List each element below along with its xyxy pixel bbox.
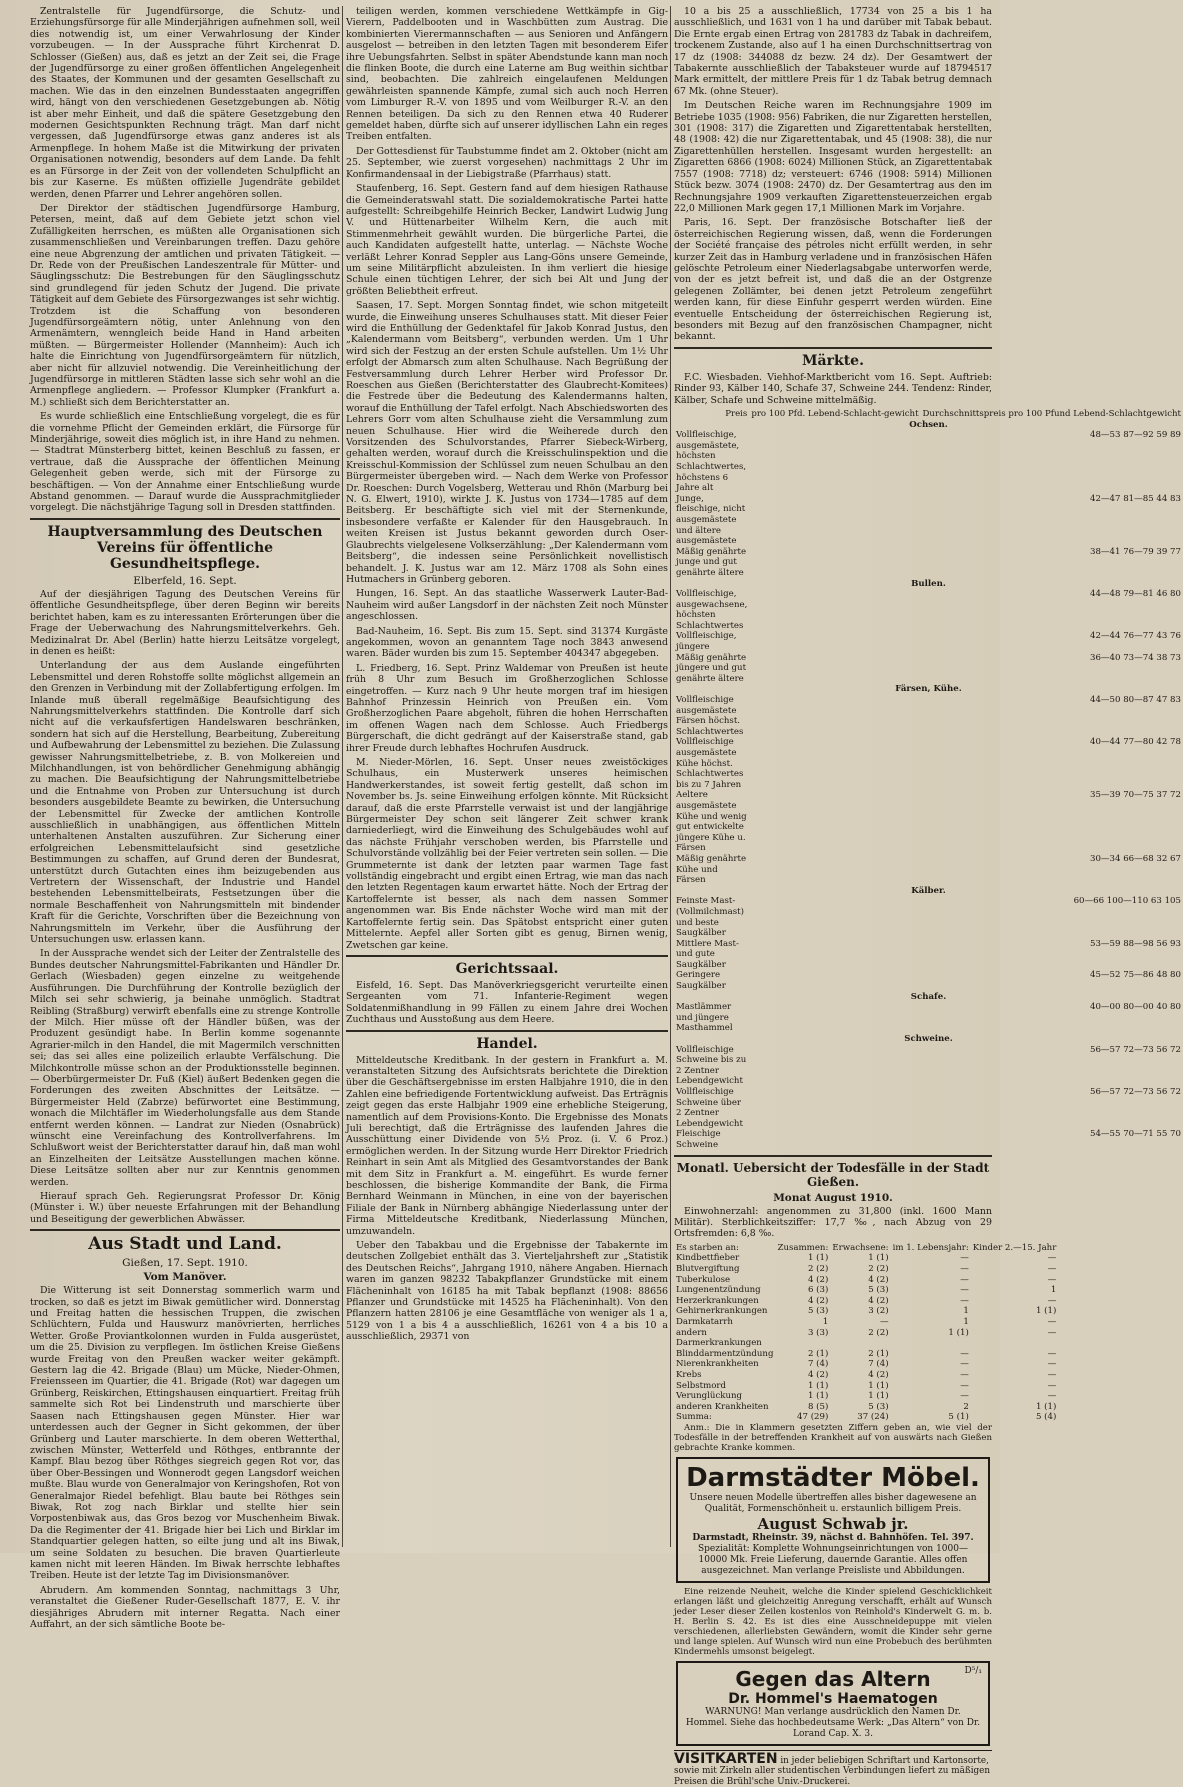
cause-of-death: Gehirnerkrankungen xyxy=(676,1306,768,1317)
market-category: Bullen. xyxy=(911,578,946,589)
table-cell: 7 (4) xyxy=(807,1359,829,1370)
table-row xyxy=(674,1045,1183,1087)
table-row xyxy=(674,1328,1058,1349)
market-category: Junge, fleischige, nicht ausgemästete und ältere ausgemästete xyxy=(676,493,746,547)
cause-of-death: Blutvergiftung xyxy=(676,1263,740,1274)
cause-of-death: Herzerkrankungen xyxy=(676,1295,759,1306)
table-cell: — xyxy=(1047,1380,1057,1391)
table-header: Zusammen: xyxy=(777,1242,829,1253)
market-prices: 38—41 76—79 39 77 xyxy=(1090,546,1181,557)
section-headline: Aus Stadt und Land. xyxy=(88,1234,282,1255)
market-category: Mastlämmer und jüngere Masthammel xyxy=(676,1002,733,1034)
market-prices: 44—50 80—87 47 83 xyxy=(1090,695,1181,706)
article-text: Mitteldeutsche Kreditbank. In der gestern in Frankfurt a. M. veranstalteten Sitzung des Aufsichtsrats berichtete die Direktion über die Geschäftsergebnisse im ersten Halbjahre 1910, die in den Zahlen eine befriedigende Fortentwicklung aufweist. Das Erträgnis zeigt gegen das erste Halbjahr 1909 eine erhebliche Steigerung, namentlich auf dem Provisions-Konto. Die Ergebnisse des Monats Juli berechtigt, daß die Erträgnisse des laufenden Jahres die Ausschüttung einer Dividende von 5½ Proz. (i. V. 6 Proz.) ermöglichen werden. In der Sitzung wurde Herr Direktor Friedrich Reinhart in sein Amt als Mitglied des Gesamtvorstandes der Bank mit dem Sitz in Frankfurt a. M. eingeführt. Es wurde ferner beschlossen, die bisherige Kommandite der Bank, die Firma Bernhard Weinmann in München, in eine von der bayerischen Filiale der Bank in Nürnberg abhängige Niederlassung unter der Firma Mitteldeutsche Kreditbank, Niederlassung München, umzuwandeln. xyxy=(346,1054,668,1237)
market-category: Feinste Mast- (Vollmilchmast) und beste Saugkälber xyxy=(676,896,744,939)
market-category: Vollfleischige Schweine über 2 Zentner Lebendgewicht xyxy=(676,1087,743,1129)
advert-company: August Schwab jr. xyxy=(757,1514,909,1533)
table-row xyxy=(674,1381,1058,1392)
table-header: Erwachsene: xyxy=(832,1242,889,1253)
table-cell: 4 (2) xyxy=(868,1369,889,1380)
death-intro: Einwohnerzahl: angenommen zu 31,800 (inkl. 1600 Mann Militär). Sterblichkeitsziffer: 17,7 ‰, nach Abzug von 29 Ortsfremden: 6,8 ‰. xyxy=(674,1205,992,1240)
table-cell: — xyxy=(1047,1359,1057,1370)
table-cell: 2 (2) xyxy=(868,1263,889,1274)
section-rule xyxy=(30,518,340,520)
advert-novelty: Eine reizende Neuheit, welche die Kinder spielend Geschicklichkeit erlangen läßt und gleichzeitig Anregung verschafft, erhält auf Wunsch jeder Leser dieser Zeilen kostenlos von Reinhold's Kinderwelt G. m. b. H. Berlin S. 42. Es ist dies eine Ausschneidepuppe mit vielen verschiedenen, allerliebsten Gewändern, womit die Kinder sehr gerne und lange spielen. Auf Wunsch wird nun eine Probebuch des berühmten Kindermehls umsonst beigelegt. xyxy=(674,1586,992,1657)
article-text: Hungen, 16. Sept. An das staatliche Wasserwerk Lauter-Bad-Nauheim wird außer Langsdorf in der nächsten Zeit noch Münster angeschlossen. xyxy=(346,588,668,623)
table-cell: 47 (29) xyxy=(797,1412,829,1423)
column-rule xyxy=(342,6,343,1547)
table-cell: 5 (3) xyxy=(868,1285,889,1296)
advert-text: Unsere neuen Modelle übertreffen alles bisher dagewesene an Qualität, Formenschönheit u. erstaunlich billigem Preis. xyxy=(689,1492,977,1514)
article-text: Im Deutschen Reiche waren im Rechnungsjahre 1909 im Betriebe 1035 (1908: 956) Fabriken, die nur Zigaretten herstellen, 301 (1908: 317) die Zigaretten und Zigarettentabak herstellten, 48 (1908: 42) die nur Zigarettentabak, und 45 (1908: 38), die nur Zigarettenhüllen herstellen. Insgesamt wurden hergestellt: an Zigaretten 6866 (1908: 6024) Millionen Stück, an Zigarettentabak 7557 (1908: 7718) dz; versteuert: 6746 (1908: 5914) Millionen Stück bezw. 3074 (1908: 2470) dz. Der Gesamtertrag aus den im Rechnungsjahre 1909 verkauften Zigarettensteuerzeichen ergab 22,0 Millionen Mark gegen 17,1 Millionen Mark im Vorjahre. xyxy=(674,100,993,214)
article-text: Es wurde schließlich eine Entschließung vorgelegt, die es für die vornehme Pflicht der Gemeinden erklärt, die Fürsorge für Minderjährige, soweit dies möglich ist, in ihre Hand zu nehmen. — Stadtrat Münsterberg bittet, keinen Beschluß zu fassen, er vertraue, daß die Aussprache der öffentlichen Meinung Gelegenheit geben werde, sich mit der Fürsorge zu beschäftigen. — Von der Annahme einer Entschließung wurde Abstand genommen. — Darauf wurde die Aussprachmitglieder vorgelegt. Die nächstjährige Tagung soll in Dresden stattfinden. xyxy=(30,411,340,514)
table-row xyxy=(674,886,1183,897)
table-row xyxy=(674,579,1183,590)
table-row xyxy=(674,737,1183,790)
section-rule xyxy=(674,347,992,349)
cause-of-death: Lungenentzündung xyxy=(676,1285,761,1296)
table-row xyxy=(674,430,1183,494)
market-category: Ochsen. xyxy=(909,419,948,430)
table-cell: — xyxy=(960,1369,969,1380)
market-table xyxy=(674,409,1183,1151)
market-prices: 36—40 73—74 38 73 xyxy=(1090,652,1181,663)
cause-of-death: Darmkatarrh xyxy=(676,1316,733,1327)
market-prices: 45—52 75—86 48 80 xyxy=(1090,970,1181,981)
market-prices: 48—53 87—92 59 89 xyxy=(1090,430,1181,441)
table-row xyxy=(674,1275,1058,1286)
table-row xyxy=(674,896,1183,938)
market-category: Schafe. xyxy=(910,991,947,1002)
table-row xyxy=(674,695,1183,737)
table-cell: 1 xyxy=(1050,1285,1057,1296)
table-cell: 1 (1) xyxy=(948,1327,969,1338)
table-row xyxy=(674,1296,1058,1307)
article-text: 10 a bis 25 a ausschließlich, 17734 von 25 a bis 1 ha ausschließlich, und 1631 von 1 ha und darüber mit Tabak bebaut. Die Ernte ergab einen Ertrag von 281783 dz Tabak in dachreifem, trockenem Zustande, also auf 1 ha einen Durchschnittsertrag von 17 dz (1908: 344088 dz bezw. 24 dz). Der Gesamtwert der Tabakernte ausschließlich der Tabaksteuer wurde auf 18794517 Mark ermittelt, der mittlere Preis für 1 dz Tabak betrug demnach 67 Mk. (ohne Steuer). xyxy=(674,6,992,97)
table-cell: 2 (1) xyxy=(807,1348,829,1359)
cause-of-death: andern Darmerkrankungen xyxy=(676,1327,762,1349)
advert-text: WARNUNG! Man verlange ausdrücklich den Namen Dr. Hommel. Siehe das hochbedeutsame Werk: „Das Altern“ von Dr. Lorand Cap. X. 3. xyxy=(685,1706,981,1739)
table-row xyxy=(674,653,1183,685)
section-headline: Monatl. Uebersicht der Todesfälle in der Stadt Gießen. xyxy=(676,1160,990,1189)
table-row xyxy=(674,790,1183,854)
market-prices: 60—66 100—110 63 105 xyxy=(1073,896,1181,907)
subheading: Monat August 1910. xyxy=(773,1191,893,1204)
cause-of-death: Verunglückung xyxy=(676,1391,743,1402)
table-row xyxy=(674,1306,1058,1317)
column-1 xyxy=(30,6,340,1630)
table-cell: 1 (1) xyxy=(868,1391,889,1402)
table-row xyxy=(674,970,1183,991)
table-row xyxy=(674,1034,1183,1045)
cause-of-death: Tuberkulose xyxy=(676,1274,731,1285)
cause-of-death: Krebs xyxy=(676,1369,702,1380)
market-category: Vollfleischige Schweine bis zu 2 Zentner Lebendgewicht xyxy=(676,1044,747,1087)
market-category: Vollfleischige ausgemästete Kühe höchst. Schlachtwertes bis zu 7 Jahren xyxy=(676,737,744,790)
cause-of-death: anderen Krankheiten xyxy=(676,1401,769,1412)
table-cell: — xyxy=(1047,1295,1057,1306)
table-row xyxy=(674,1317,1058,1328)
market-category: Fleischige Schweine xyxy=(676,1129,721,1150)
article-text: L. Friedberg, 16. Sept. Prinz Waldemar von Preußen ist heute früh 8 Uhr zum Besuch im Großherzoglichen Schlosse eingetroffen. — Kurz nach 9 Uhr heute morgen traf im hiesigen Bahnhof Prinzessin Heinrich von Preußen ein. Vom Großherzoglichen Paare abgeholt, führen die hohen Herrschaften im offenen Wagen nach dem Schlosse. Auch Friedbergs Bürgerschaft, die dicht gedrängt auf der Kaiserstraße stand, gab ihrer Freude durch lebhaftes Hochrufen Ausdruck. xyxy=(346,662,668,754)
table-cell: 8 (5) xyxy=(807,1401,829,1412)
dateline: Elberfeld, 16. Sept. xyxy=(133,574,237,587)
market-prices: 54—55 70—71 55 70 xyxy=(1090,1129,1181,1140)
section-headline: Handel. xyxy=(476,1035,538,1052)
table-row xyxy=(674,1129,1183,1150)
article-text: Staufenberg, 16. Sept. Gestern fand auf dem hiesigen Rathause die Gemeinderatswahl statt. Die sozialdemokratische Partei hatte aufgestellt: Schreibgehilfe Heinrich Becker, Landwirt Ludwig Jung V. und Hüttenarbeiter Wilhelm Kern, die auch mit Stimmenmehrheit gewählt wurden. Die bürgerliche Partei, die auch Kandidaten aufgestellt hatte, unterlag. — Nächste Woche verläßt Lehrer Konrad Seppler aus Lang-Göns unsere Gemeinde, um seine Militärpflicht abzuleisten. In ihm verliert die hiesige Schule einen tüchtigen Lehrer, der sich bei Alt und Jung der größten Beliebtheit erfreut. xyxy=(346,183,668,297)
table-cell: 4 (2) xyxy=(807,1369,829,1380)
table-cell: 1 (1) xyxy=(807,1380,829,1391)
table-cell: 6 (3) xyxy=(807,1285,829,1296)
article-text: Der Gottesdienst für Taubstumme findet am 2. Oktober (nicht am 25. September, wie zuerst vorgesehen) nachmittags 2 Uhr im Konfirmandensaal in der Liebigstraße (Pfarrhaus) statt. xyxy=(346,145,668,180)
section-rule xyxy=(346,1030,668,1032)
table-cell: 1 (1) xyxy=(868,1253,889,1264)
table-row xyxy=(674,1370,1058,1381)
death-note: Anm.: Die in Klammern gesetzten Ziffern geben an, wie viel der Todesfälle in der betreffenden Krankheit auf von auswärts nach Gießen gebrachte Kranke kommen. xyxy=(674,1422,992,1453)
table-row xyxy=(674,1002,1183,1034)
cause-of-death: Kindbettfieber xyxy=(676,1253,740,1264)
article-text: Saasen, 17. Sept. Morgen Sonntag findet, wie schon mitgeteilt wurde, die Einweihung unseres Schulhauses statt. Mit dieser Feier wird die Enthüllung der Gedenktafel für Jakob Konrad Justus, den „Kalendermann vom Beitsberg“, verbunden werden. Um 1 Uhr wird sich der Festzug an der ersten Schule aufstellen. Um 1½ Uhr erfolgt der Abmarsch zum alten Schulhause. Nach Begrüßung der Festversammlung durch Lehrer Herber wird Professor Dr. Roeschen aus Gießen (Berichterstatter des Glaubrecht-Komitees) die Festrede über die Bedeutung des Kalendermanns halten, worauf die Enthüllung der Tafel erfolgt. Nach Abschiedsworten des Lehrers Gorr vom alten Schulhause zieht die Versammlung zum neuen Schulhause. Hier wird die Weiherede durch den Vorsitzenden des Schulvorstandes, Pfarrer Siebeck-Wirberg, gehalten werden, worauf durch die Kreisschulinspektion und die Kreisschul-Kommission der Schlüssel zum neuen Schulbau an den Bürgermeister übergeben wird. — Nach dem Werke von Professor Dr. Roeschen: Durch Vogelsberg, Wetterau und Rhön (Marburg bei N. G. Elwert, 1910), wirkte J. K. Justus von 1734—1785 auf dem Beitsberg. Er beschäftigte sich viel mit der Sternenkunde, insbesondere verfaßte er Kalender für den Hausgebrauch. In weiten Kreisen ist Justus bekannt geworden durch Oser-Glaubrechts vielgelesene Volkserzählung: „Der Kalendermann vom Beitsberg“, die indessen seine Persönlichkeit novellistisch behandelt. J. K. Justus war am 12. März 1708 als Sohn eines Hutmachers in Grünberg geboren. xyxy=(346,300,668,585)
table-row xyxy=(674,547,1183,579)
table-cell: 4 (2) xyxy=(807,1295,829,1306)
table-cell: 4 (2) xyxy=(807,1274,829,1285)
column-3 xyxy=(674,6,1181,1787)
death-table xyxy=(674,1243,1058,1423)
advert-product: Dr. Hommel's Haematogen xyxy=(728,1690,938,1707)
table-row xyxy=(674,1087,1183,1129)
table-header: Es starben an: xyxy=(676,1242,739,1253)
table-cell: 37 (24) xyxy=(857,1412,889,1423)
market-prices: 42—47 81—85 44 83 xyxy=(1090,493,1181,504)
market-prices: 42—44 76—77 43 76 xyxy=(1090,631,1181,642)
article-text: Eisfeld, 16. Sept. Das Manöverkriegsgericht verurteilte einen Sergeanten vom 71. Infanterie-Regiment wegen Soldatenmißhandlung in 99 Fällen zu einem Jahre drei Wochen Zuchthaus und Ausstoßung aus dem Heere. xyxy=(346,979,668,1026)
market-category: Geringere Saugkälber xyxy=(676,970,726,992)
table-cell: — xyxy=(960,1359,969,1370)
market-category: Vollfleischige, jüngere xyxy=(676,631,737,653)
market-prices: 56—57 72—73 56 72 xyxy=(1090,1087,1181,1097)
table-header: Kinder 2.—15. Jahr xyxy=(972,1242,1057,1253)
table-cell: 1 (1) xyxy=(1035,1306,1057,1317)
table-cell: 1 xyxy=(822,1316,829,1327)
table-header: Durchschnittspreis pro 100 Pfund Lebend-Schlachtgewicht xyxy=(922,409,1181,419)
article-text: Zentralstelle für Jugendfürsorge, die Schutz- und Erziehungsfürsorge für alle Minderjährigen aufnehmen soll, weil dies notwendig ist, um einer Verwahrlosung der Kinder vorzubeugen. — In der Aussprache führt Kirchenrat D. Schlosser (Gießen) aus, daß es jetzt an der Zeit sei, die Frage der Jugendfürsorge zu einer großen öffentlichen Angelegenheit des Staates, der Kommunen und der gesamten Gesellschaft zu machen. Wie das in den einzelnen Bundesstaaten angegriffen wird, hängt von den verschiedenen Gesetzgebungen ab. Nötig ist aber mehr Einheit, und daß die spätere Gesetzgebung den modernen Gesichtspunkten Rechnung trägt. Man darf nicht vergessen, daß Jugendfürsorge etwas ganz anderes ist als Armenpflege. In hohem Maße ist die Mitwirkung der privaten Organisationen notwendig, besonders auf dem Lande. Da fehlt es an Fürsorge in der Zeit von der vollendeten Schulpflicht an bis zur Kaserne. Es müßten offizielle Jugendräte gebildet werden, denen Pfarrer und Lehrer angehören sollen. xyxy=(30,6,340,200)
table-cell: 1 xyxy=(963,1316,969,1327)
table-cell: 1 (1) xyxy=(1035,1401,1057,1412)
table-header-row xyxy=(674,1243,1058,1254)
advert-haematogen xyxy=(676,1661,990,1746)
advert-title: VISITKARTEN xyxy=(674,1750,778,1767)
article-text: Der Direktor der städtischen Jugendfürsorge Hamburg, Petersen, meint, daß auf dem Gebiete jetzt schon viel Zufälligkeiten herrschen, es müßten alle Organisationen sich zusammenschließen und Vereinbarungen treffen. Dazu gehöre eine neue Abgrenzung der amtlichen und privaten Tätigkeit. — Dr. Rede von der Preußischen Landeszentrale für Mütter- und Säuglingsschutz: Die Bestrebungen für den Säuglingsschutz sind grundlegend für jeden Schutz der Jugend. Die private Tätigkeit auf dem Gebiete des Fürsorgezwanges ist sehr wichtig. Trotzdem ist die Schaffung von besonderen Jugendfürsorgeämtern nötig, unter Anlehnung von den Armenämtern, wenngleich beide Hand in Hand arbeiten müßten. — Bürgermeister Hollender (Mannheim): Auch ich halte die Einrichtung von Jugendfürsorgeämtern für nützlich, aber nicht für allzuviel notwendig. Die Vereinheitlichung der Jugendfürsorge in mittleren Städten lasse sich sehr wohl an die Armenpflege angliedern. — Professor Klumpker (Frankfurt a. M.) schließt sich dem Berichterstatter an. xyxy=(30,202,340,408)
market-category: Mäßig genährte jüngere und gut genährte ältere xyxy=(676,652,747,684)
table-cell: — xyxy=(879,1316,889,1327)
table-cell: 7 (4) xyxy=(868,1359,889,1370)
market-prices: 53—59 88—98 56 93 xyxy=(1090,938,1181,949)
section-headline: Gerichtssaal. xyxy=(455,960,559,977)
dateline: Gießen, 17. Sept. 1910. xyxy=(122,1257,248,1270)
advert-visitkarten xyxy=(674,1750,992,1787)
advert-title: Gegen das Altern xyxy=(735,1666,931,1691)
table-row xyxy=(674,1285,1058,1296)
table-row xyxy=(674,1253,1058,1264)
table-cell: 2 (2) xyxy=(807,1263,829,1274)
table-cell: — xyxy=(960,1274,969,1285)
table-cell: — xyxy=(1047,1391,1057,1402)
article-text: Abrudern. Am kommenden Sonntag, nachmittags 3 Uhr, veranstaltet die Gießener Ruder-Gesellschaft 1877, E. V. ihr diesjähriges Abrudern mit interner Regatta. Nach einer Auffahrt, an der sich sämtliche Boote be- xyxy=(30,1584,340,1630)
table-row xyxy=(674,1391,1058,1402)
table-cell: — xyxy=(1047,1369,1057,1380)
table-cell: — xyxy=(960,1295,969,1306)
advert-title: Darmstädter Möbel. xyxy=(686,1462,980,1493)
market-prices: 44—48 79—81 46 80 xyxy=(1090,589,1181,600)
table-row xyxy=(674,589,1183,631)
table-cell: 2 (2) xyxy=(868,1327,889,1338)
article-text: teiligen werden, kommen verschiedene Wettkämpfe in Gig-Vierern, Paddelbooten und in Waschbütten zum Austrag. Die kombinierten Vierermannschaften — aus Senioren und Anfängern ausgelost — betreiben in den letzten Tagen mit besonderem Eifer ihre Uebungsfahrten. Selbst in später Abendstunde kann man noch die flinken Boote, die durch eine Laterne am Bug weithin sichtbar sind, beobachten. Die zahlreich eingelaufenen Meldungen gewährleisten spannende Kämpfe, zumal sich auch noch Herren vom Limburger R.-V. von 1895 und vom Weilburger R.-V. an den Rennen beteiligen. Da sich zu den Rennen etwa 40 Ruderer gemeldet haben, dürfte sich auf unserer idyllischen Lahn ein reges Treiben entfalten. xyxy=(346,6,668,143)
market-category: Kälber. xyxy=(911,885,946,896)
table-cell: — xyxy=(1047,1263,1057,1274)
table-cell: 3 (2) xyxy=(868,1306,889,1317)
table-cell: — xyxy=(960,1348,969,1359)
advert-text: in jeder beliebigen Schriftart und Kartonsorte, sowie mit Zirkeln aller studentischen Verbindungen liefert zu mäßigen Preisen die Brühl'sche Univ.-Druckerei. xyxy=(674,1755,991,1787)
market-prices: 40—00 80—00 40 80 xyxy=(1090,1002,1181,1013)
table-row xyxy=(674,992,1183,1003)
market-category: Vollfleischige ausgemästete Färsen höchst. Schlachtwertes xyxy=(676,695,744,737)
table-cell: — xyxy=(1047,1253,1057,1264)
market-category: Vollfleischige, ausgemästete, höchsten Schlachtwertes, höchstens 6 Jahre alt xyxy=(676,430,747,494)
article-text: Unterlandung der aus dem Auslande eingeführten Lebensmittel und deren Rohstoffe sollte möglichst allgemein an den Grenzen in Verbindung mit der Zollabfertigung erfolgen. Im Inlande muß überall regelmäßige Beaufsichtigung des Nahrungsmittelverkehrs stattfinden. Die Kontrolle darf sich nicht auf die verkaufsfertigen Handelswaren beschränken, sondern hat sich auf die Herstellung, Bearbeitung, Zubereitung und Aufbewahrung der Lebensmittel zu beziehen. Die Zulassung gewisser Nahrungsmittelbetriebe, z. B. von Molkereien und Milchhandlungen, ist von behördlicher Genehmigung abhängig zu machen. Die Beaufsichtigung der Nahrungsmittelbetriebe und die Entnahme von Proben zur Untersuchung ist durch besonders ausgebildete Beamte zu bewirken, die Untersuchung der Lebensmittel für Zwecke der amtlichen Kontrolle ausschließlich in unabhängigen, aus öffentlichen Mitteln unterhaltenen Anstalten auszuführen. Zur Sicherung einer erfolgreichen Lebensmittelaufsicht sind gesetzliche Bestimmungen zu schaffen, auf Grund deren der Bundesrat, unterstützt durch Gutachten eines ihm beizugebenden aus Vertretern der Wissenschaft, der Industrie und Handel bestehenden Lebensmittelbeirats, Festsetzungen über die normale Beschaffenheit von Nahrungsmitteln mit bindender Kraft für die Gerichte, Vorschriften über die Bezeichnung von Nahrungsmitteln im Verkehr, über die Ausführung der Untersuchungen usw. erlassen kann. xyxy=(30,660,340,946)
table-cell: — xyxy=(960,1391,969,1402)
section-headline: Märkte. xyxy=(802,352,864,369)
market-category: Aeltere ausgemästete Kühe und wenig gut entwickelte jüngere Kühe u. Färsen xyxy=(676,790,747,854)
table-row xyxy=(674,1264,1058,1275)
table-row xyxy=(674,420,1183,431)
article-text: M. Nieder-Mörlen, 16. Sept. Unser neues zweistöckiges Schulhaus, ein Musterwerk unseres heimischen Handwerkerstandes, ist soweit fertig gestellt, daß schon im November bs. Js. seine Einweihung erfolgen könnte. Mit Rücksicht darauf, daß die erste Pfarrstelle verwaist ist und der langjährige Bürgermeister Dey schon seit längerer Zeit schwer krank darniederliegt, wird die Einweihung des Schulgebäudes wohl auf das nächste Frühjahr verschoben werden, bis Pfarrstelle und Schulvorstände vollzählig bei der Feier vertreten sein sollen. — Die Grummeternte ist dank der letzten paar warmen Tage fast vollständig eingebracht und ergibt einen Ertrag, wie man das nach den letzten Regentagen kaum erwartet hätte. Noch der Ertrag der Kartoffelernte ist besser, als nach dem nassen Sommer angenommen war. Bis Ende nächster Woche wird man mit der Kartoffelernte fertig sein. Das Spätobst entspricht einer guten Mittelernte. Aepfel aller Sorten gibt es genug, Birnen wenig, Zwetschen gar keine. xyxy=(346,757,668,951)
section-rule xyxy=(674,1155,992,1157)
table-cell: 3 (3) xyxy=(807,1327,829,1338)
market-prices: 30—34 66—68 32 67 xyxy=(1090,853,1181,864)
advert-specialty: Spezialität: Komplette Wohnungseinrichtungen von 1000—10000 Mk. Freie Lieferung, dauernde Garantie. Alles offen ausgezeichnet. Man verlange Preisliste und Abbildungen. xyxy=(698,1543,968,1576)
table-cell: — xyxy=(1047,1327,1057,1338)
table-cell: 2 (1) xyxy=(868,1348,889,1359)
headline: Hauptversammlung des Deutschen Vereins für öffentliche Gesundheitspflege. xyxy=(47,523,323,572)
cause-of-death: Summa: xyxy=(676,1412,712,1423)
table-row xyxy=(674,1349,1058,1360)
table-cell: 5 (4) xyxy=(1035,1412,1057,1423)
table-cell: 5 (1) xyxy=(948,1412,969,1423)
subheading: Vom Manöver. xyxy=(143,1271,227,1284)
table-cell: 4 (2) xyxy=(868,1295,889,1306)
column-2 xyxy=(346,6,668,1547)
table-cell: 5 (3) xyxy=(868,1401,889,1412)
table-row xyxy=(674,939,1183,971)
advert-code: D⁵/₁ xyxy=(964,1665,982,1676)
table-cell: 4 (2) xyxy=(868,1274,889,1285)
table-cell: — xyxy=(1047,1316,1057,1327)
market-intro: F.C. Wiesbaden. Viehhof-Marktbericht vom 16. Sept. Auftrieb: Rinder 93, Kälber 140, Schafe 37, Schweine 244. Tendenz: Rinder, Kälber, Schafe und Schweine mittelmäßig. xyxy=(674,371,992,406)
table-cell: — xyxy=(960,1285,969,1296)
article-text: Bad-Nauheim, 16. Sept. Bis zum 15. Sept. sind 31374 Kurgäste angekommen, wovon an genanntem Tage noch 3843 anwesend waren. Bäder wurden bis zum 15. September 404347 abgegeben. xyxy=(346,625,668,660)
advert-address: Darmstadt, Rheinstr. 39, nächst d. Bahnhöfen. Tel. 397. xyxy=(692,1532,974,1543)
table-cell: — xyxy=(1047,1348,1057,1359)
section-rule xyxy=(30,1229,340,1231)
article-text: Die Witterung ist seit Donnerstag sommerlich warm und trocken, so daß es jetzt im Biwak gemütlicher wird. Donnerstag und Freitag hatten die hessischen Truppen, die zwischen Schlüchtern, Fulda und Hauswurz manövrierten, herrliches Wetter. Große Proviantkolonnen wurden in Fulda ausgerüstet, um die 25. Division zu verpflegen. Im östlichen Kreise Gießens wurde Freitag von den Preußen wacker weiter gekämpft. Gestern lag die 42. Brigade (Blau) um Mücke, Nieder-Ohmen, Freiensseen im Quartier, die 41. Brigade (Rot) war dagegen um Grünberg, Reiskirchen, Ettingshausen einquartiert. Freitag früh sammelte sich Rot bei Lindenstruth und marschierte über Saasen nach Ettingshausen gegen Münster. Hier war unterdessen auch der Gegner in Sicht gekommen, der über Grünberg und Lauter marschierte. In dem oberen Wetterthal, zwischen Münster, Wetterfeld und Röthges, entbrannte der Kampf. Blau bezog über Röthges siegreich gegen Rot vor, das über Ober-Bessingen und Wonnerodt gegen Langsdorf weichen mußte. Blau wurde von Generalmajor von Keringshofen, Rot von Generalmajor Riedel befehligt. Blau baute bei Röthges sein Biwak, Rot zog nach Birklar und stellte hier sein Vorpostenbiwak aus, das Gros bezog vor Muschenheim Biwak. Da die Regimenter der 41. Brigade hier bei Lich und Birklar im Standquartier gelegen hatten, so eilte jung und alt ins Biwak, um seine Soldaten zu besuchen. Die braven Quartierleute kamen nicht mit leeren Händen. Im Biwak herrschte lebhaftes Treiben. Heute ist der letzte Tag im Divisionsmanöver. xyxy=(30,1285,340,1582)
table-cell: 2 xyxy=(963,1401,969,1412)
article-text: In der Aussprache wendet sich der Leiter der Zentralstelle des Bundes deutscher Nahrungsmittel-Fabrikanten und Händler Dr. Gerlach (Wiesbaden) gegen einzelne zu weitgehende Ausführungen. Die Durchführung der Kontrolle bezüglich der Milch sei sehr schwierig, ja beinahe unmöglich. Stadtrat Reibling (Straßburg) verwirft ebenfalls eine zu strenge Kontrolle der Milch. Hier müsse oft der Händler büßen, was der Produzent gesündigt habe. In Berlin komme sogenannte Agrarier-milch in den Handel, die mit Magermilch verschnitten sei; das sei alles eine polizeilich erlaubte Verfälschung. Die Milchkontrolle müsse schon an der Produktionsstelle beginnen. — Oberbürgermeister Dr. Fuß (Kiel) äußert Bedenken gegen die Forderungen des zweiten Abschnittes der Leitsätze. — Bürgermeister Held (Zabrze) befürwortet eine Bestimmung, wonach die Milchtäfler im Wiederholungsfalle aus dem Stande entfernt werden können. — Landrat zur Nieden (Osnabrück) wünscht eine Vereinfachung des Kontrollverfahrens. Im Schlußwort weist der Berichterstatter darauf hin, daß man wohl an Einzelheiten der Leitsätze Ausstellungen machen könne. Diese Leitsätze sollten aber nur zur Kenntnis genommen werden. xyxy=(30,948,340,1188)
market-prices: 40—44 77—80 42 78 xyxy=(1090,737,1181,748)
table-header-row xyxy=(674,409,1183,420)
market-category: Mäßig genährte junge und gut genährte ältere xyxy=(676,546,747,578)
market-prices: 56—57 72—73 56 72 xyxy=(1090,1044,1181,1055)
table-row xyxy=(674,494,1183,547)
table-header: pro 100 Pfd. Lebend-Schlacht-gewicht xyxy=(751,409,919,419)
table-row xyxy=(674,1412,1058,1423)
article-text: Auf der diesjährigen Tagung des Deutschen Vereins für öffentliche Gesundheitspflege, über deren Beginn wir bereits berichtet haben, kam es zu interessanten Erörterungen über die Frage der Ueberwachung des Nahrungsmittelverkehrs. Geh. Medizinalrat Dr. Abel (Berlin) hatte hierzu Leitsätze vorgelegt, in denen es heißt: xyxy=(30,588,340,657)
market-category: Schweine. xyxy=(904,1034,953,1045)
table-row xyxy=(674,1359,1058,1370)
column-rule xyxy=(670,6,671,1547)
cause-of-death: Selbstmord xyxy=(676,1380,727,1391)
table-cell: — xyxy=(960,1263,969,1274)
cause-of-death: Blinddarmentzündung xyxy=(676,1348,774,1359)
table-header: im 1. Lebensjahr: xyxy=(892,1242,969,1253)
article-text: Hierauf sprach Geh. Regierungsrat Professor Dr. König (Münster i. W.) über neueste Erfahrungen mit der Behandlung und Beseitigung der gewerblichen Abwässer. xyxy=(30,1191,340,1225)
cause-of-death: Nierenkrankheiten xyxy=(676,1359,759,1370)
table-cell: 1 xyxy=(963,1306,969,1317)
table-cell: 1 (1) xyxy=(807,1391,829,1402)
market-prices: 35—39 70—75 37 72 xyxy=(1090,790,1181,801)
table-row xyxy=(674,684,1183,695)
table-cell: 1 (1) xyxy=(868,1380,889,1391)
table-cell: — xyxy=(960,1380,969,1391)
table-cell: — xyxy=(1047,1274,1057,1285)
table-cell: 1 (1) xyxy=(807,1253,829,1264)
table-cell: — xyxy=(960,1253,969,1264)
article-text: Paris, 16. Sept. Der französische Botschafter ließ der österreichischen Regierung wissen, daß, wenn die Forderungen der Société française des pétroles nicht erfüllt werden, in sehr kurzer Zeit das in Hamburg verladene und in französischen Häfen gelöschte Petroleum einer Niederlagsabgabe unterworfen werde, von der es jetzt befreit ist, und daß die an der Ostgrenze gelegenen Zollämter, bei denen jetzt Petroleum zengeführt werden kann, für diese Einfuhr gesperrt werden würden. Eine eventuelle Entscheidung der österreichischen Regierung ist, besonders mit Bezug auf den französischen Champagner, nicht bekannt. xyxy=(674,217,992,343)
table-row xyxy=(674,1402,1058,1413)
market-category: Mäßig genährte Kühe und Färsen xyxy=(676,853,747,886)
market-category: Mittlere Mast- und gute Saugkälber xyxy=(676,938,739,970)
table-row xyxy=(674,631,1183,652)
table-cell: 5 (3) xyxy=(807,1306,829,1317)
table-row xyxy=(674,854,1183,886)
market-category: Färsen, Kühe. xyxy=(895,684,962,695)
table-header: Preis xyxy=(725,409,748,419)
advert-moebel xyxy=(676,1457,990,1583)
article-text: Ueber den Tabakbau und die Ergebnisse der Tabakernte im deutschen Zollgebiet enthält das 3. Vierteljahrsheft zur „Statistik des Deutschen Reichs“, Jahrgang 1910, nähere Angaben. Hiernach waren im ganzen 98232 Tabakpflanzer Grundstücke mit einem Flächeninhalt von 16185 ha mit Tabak bepflanzt (1908: 88656 Pflanzer und Grundstücke mit 14525 ha Flächeninhalt). Von den Pflanzern hatten 28106 je eine Gesamtfläche von weniger als 1 a, 5129 von 1 a bis 4 a ausschließlich, 16261 von 4 a bis 10 a ausschließlich, 29371 von xyxy=(346,1240,668,1343)
market-category: Vollfleischige, ausgewachsene, höchsten Schlachtwertes xyxy=(676,589,748,631)
section-rule xyxy=(346,955,668,957)
